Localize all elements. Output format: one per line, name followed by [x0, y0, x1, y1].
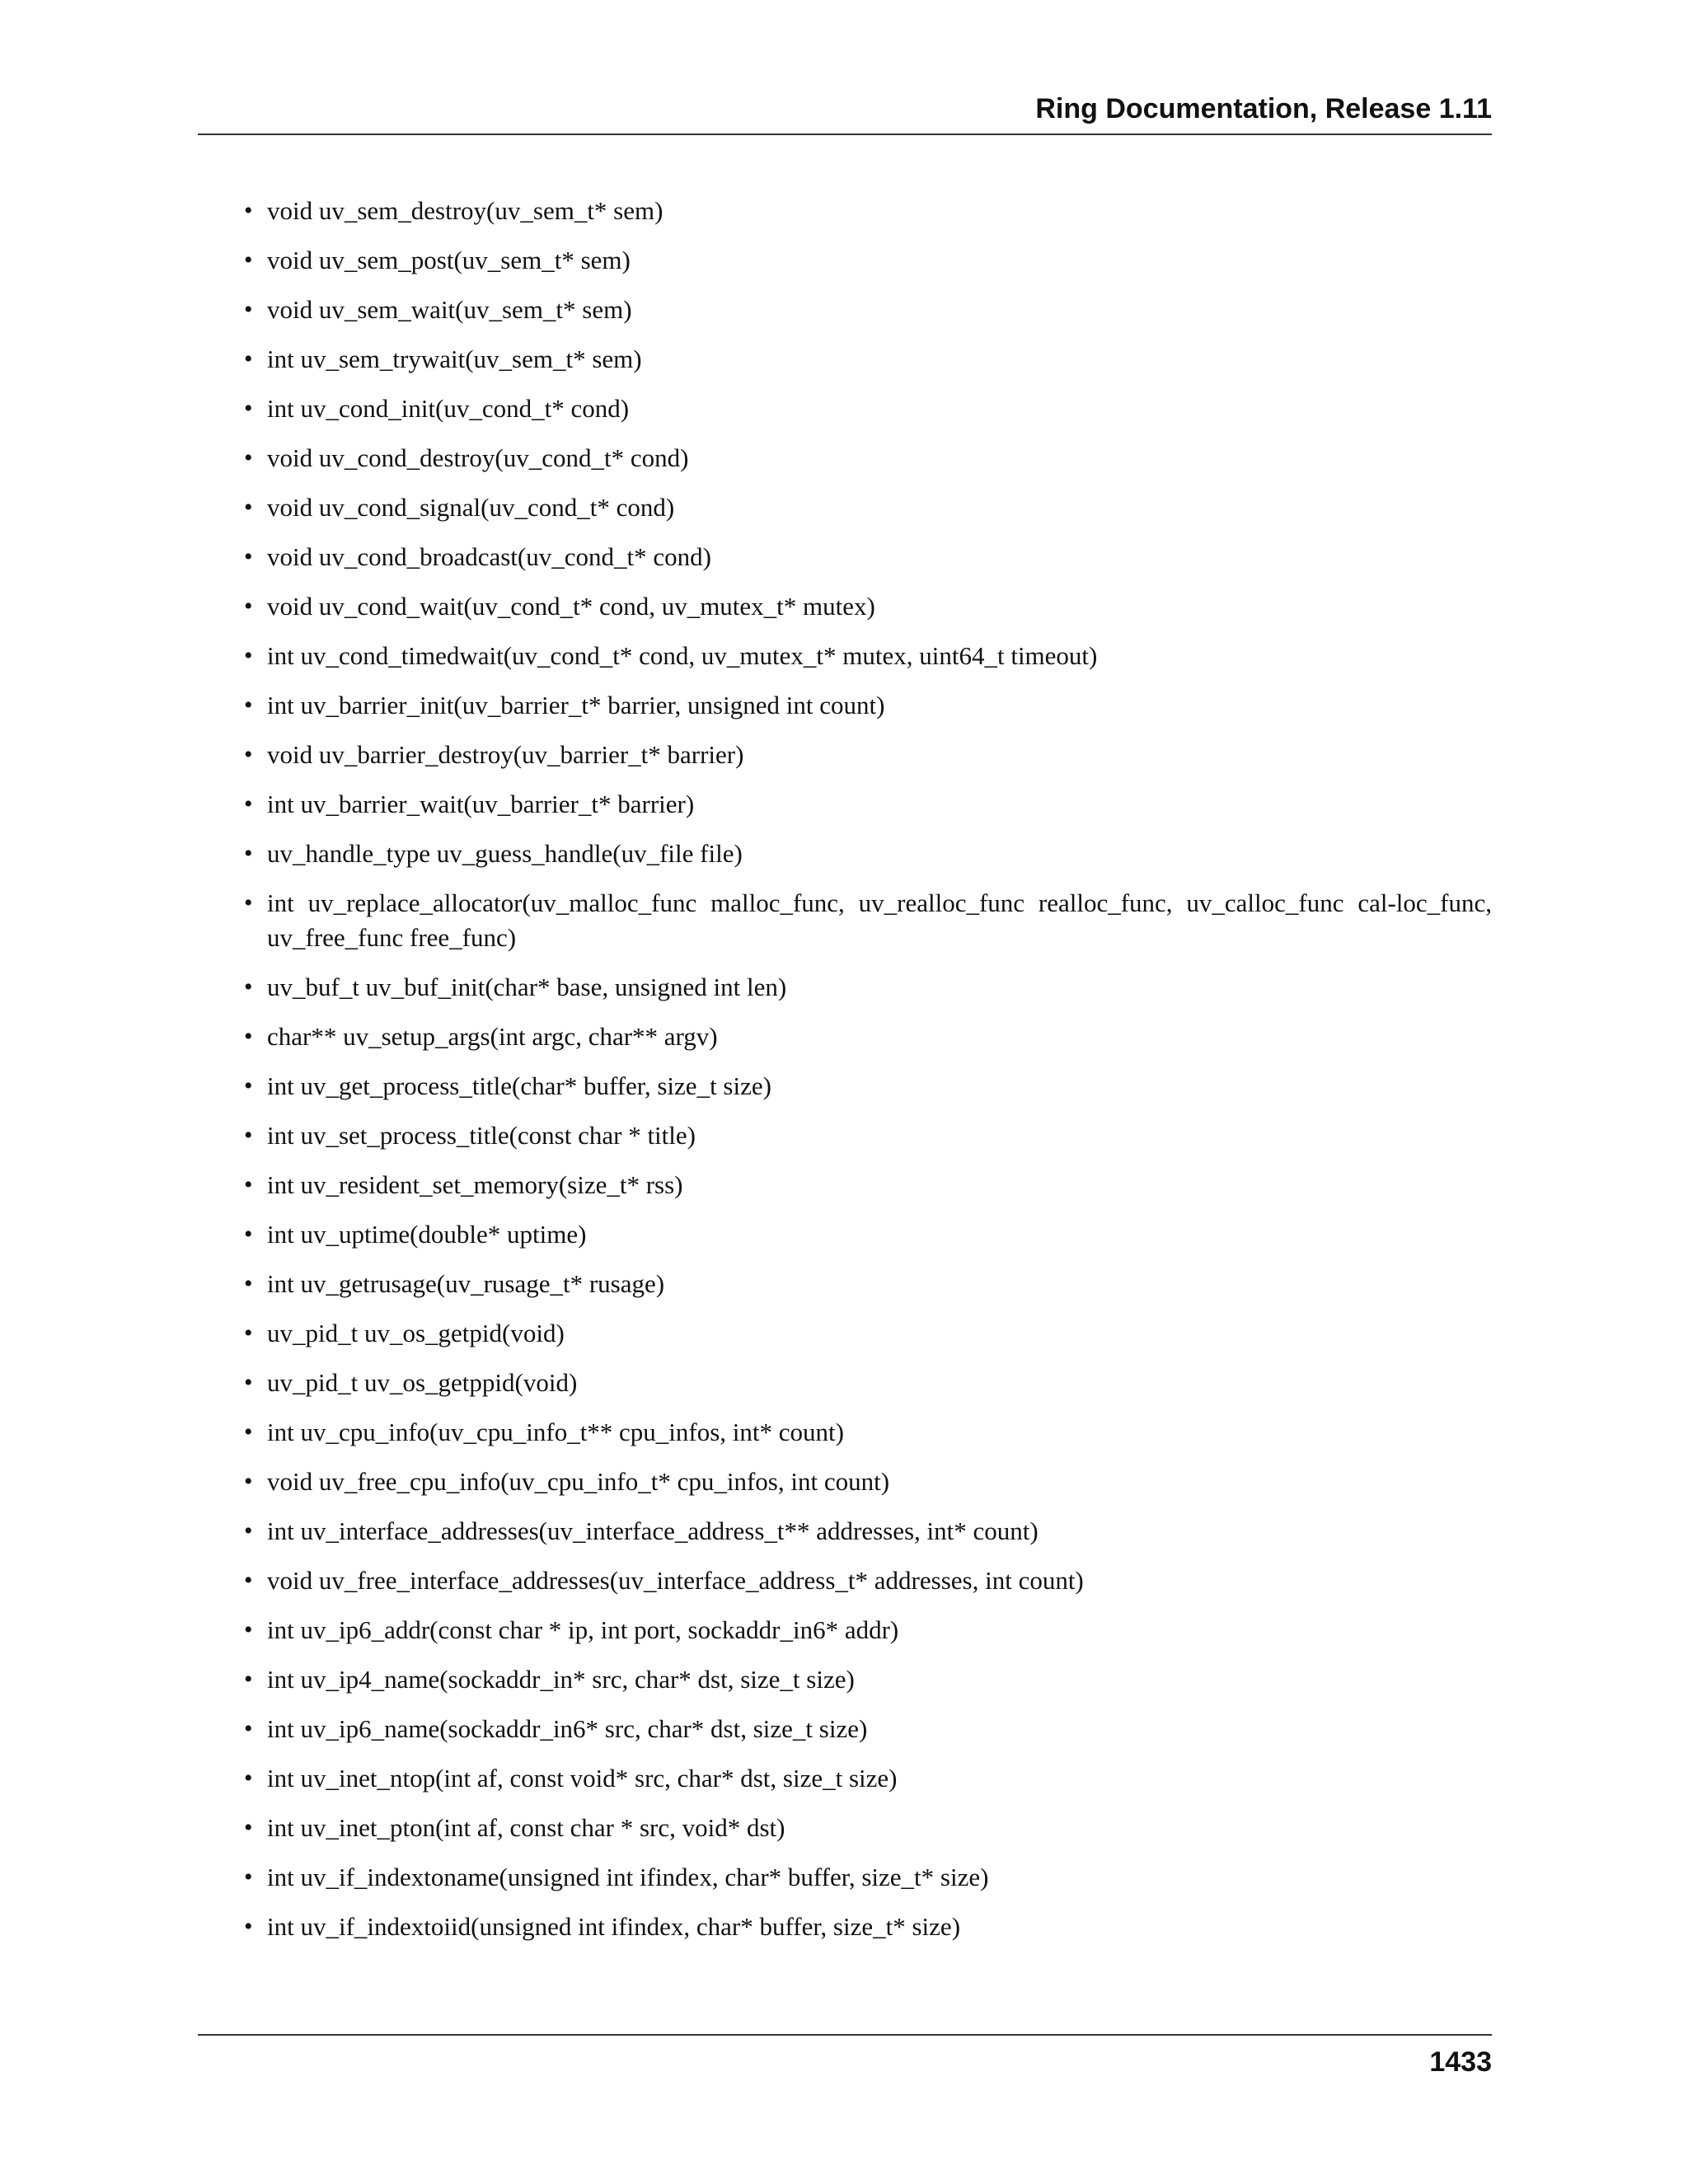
function-signature: int uv_interface_addresses(uv_interface_address_t** addresses, int* count) [267, 1516, 1039, 1545]
bullet-icon: • [244, 691, 253, 719]
bullet-icon: • [244, 593, 253, 620]
function-signature: void uv_sem_destroy(uv_sem_t* sem) [267, 196, 663, 225]
bullet-icon: • [244, 973, 253, 1001]
bullet-icon: • [244, 790, 253, 818]
document-title: Ring Documentation, Release 1.11 [1035, 93, 1492, 124]
function-signature: int uv_if_indextoiid(unsigned int ifindex, char* buffer, size_t* size) [267, 1912, 961, 1941]
bullet-icon: • [244, 1765, 253, 1792]
list-item [198, 787, 1492, 822]
function-signature: int uv_inet_ntop(int af, const void* src, char* dst, size_t size) [267, 1764, 898, 1793]
bullet-icon: • [244, 840, 253, 867]
bullet-icon: • [244, 889, 253, 916]
function-signature: void uv_cond_wait(uv_cond_t* cond, uv_mutex_t* mutex) [267, 592, 875, 621]
bullet-icon: • [244, 345, 253, 373]
bullet-icon: • [244, 1122, 253, 1149]
list-item [198, 1465, 1492, 1499]
function-signature: int uv_getrusage(uv_rusage_t* rusage) [267, 1269, 665, 1298]
bullet-icon: • [244, 1863, 253, 1891]
bullet-icon: • [244, 1468, 253, 1495]
list-item [198, 1069, 1492, 1104]
list-item [198, 540, 1492, 574]
bullet-icon: • [244, 1715, 253, 1742]
list-item [198, 886, 1492, 955]
function-signature: int uv_get_process_title(char* buffer, size_t size) [267, 1071, 771, 1100]
list-item [198, 194, 1492, 228]
bullet-icon: • [244, 1418, 253, 1446]
function-signature: int uv_cond_init(uv_cond_t* cond) [267, 394, 630, 423]
bullet-icon: • [244, 1666, 253, 1693]
bullet-icon: • [244, 1567, 253, 1594]
function-signature: void uv_sem_wait(uv_sem_t* sem) [267, 295, 632, 324]
function-signature: int uv_cond_timedwait(uv_cond_t* cond, uv_mutex_t* mutex, uint64_t timeout) [267, 641, 1098, 670]
function-signature: int uv_cpu_info(uv_cpu_info_t** cpu_infos, int* count) [267, 1418, 844, 1446]
bullet-icon: • [244, 1814, 253, 1841]
bullet-icon: • [244, 543, 253, 570]
list-item [198, 1217, 1492, 1252]
bullet-icon: • [244, 1072, 253, 1099]
function-signature: int uv_barrier_init(uv_barrier_t* barrier, unsigned int count) [267, 691, 885, 719]
list-item [198, 589, 1492, 624]
function-signature: int uv_uptime(double* uptime) [267, 1220, 587, 1249]
bullet-icon: • [244, 1616, 253, 1643]
list-item [198, 1366, 1492, 1400]
function-signature: int uv_if_indextoname(unsigned int ifindex, char* buffer, size_t* size) [267, 1863, 989, 1891]
bullet-icon: • [244, 246, 253, 274]
bullet-icon: • [244, 1517, 253, 1544]
list-item [198, 1910, 1492, 1944]
function-list [198, 194, 1492, 1944]
bullet-icon: • [244, 642, 253, 669]
page-number: 1433 [1429, 2046, 1492, 2078]
main-content [198, 194, 1492, 1959]
list-item [198, 391, 1492, 426]
bullet-icon: • [244, 1171, 253, 1198]
list-item [198, 1514, 1492, 1549]
bullet-icon: • [244, 395, 253, 422]
list-item [198, 738, 1492, 772]
bullet-icon: • [244, 494, 253, 521]
list-item [198, 342, 1492, 377]
list-item [198, 837, 1492, 871]
page-header [198, 92, 1492, 135]
function-signature: uv_pid_t uv_os_getppid(void) [267, 1368, 578, 1397]
function-signature: int uv_ip6_name(sockaddr_in6* src, char* dst, size_t size) [267, 1714, 868, 1743]
list-item [198, 1168, 1492, 1202]
list-item [198, 1761, 1492, 1796]
list-item [198, 490, 1492, 525]
function-signature: void uv_cond_broadcast(uv_cond_t* cond) [267, 542, 711, 571]
list-item [198, 1662, 1492, 1697]
function-signature: void uv_sem_post(uv_sem_t* sem) [267, 246, 631, 274]
function-signature: void uv_free_cpu_info(uv_cpu_info_t* cpu_infos, int count) [267, 1467, 890, 1496]
bullet-icon: • [244, 1221, 253, 1248]
list-item [198, 1019, 1492, 1054]
function-signature: int uv_barrier_wait(uv_barrier_t* barrier) [267, 790, 695, 818]
function-signature: uv_pid_t uv_os_getpid(void) [267, 1319, 565, 1347]
function-signature: int uv_ip6_addr(const char * ip, int port, sockaddr_in6* addr) [267, 1615, 899, 1644]
function-signature: void uv_barrier_destroy(uv_barrier_t* barrier) [267, 740, 744, 769]
bullet-icon: • [244, 1319, 253, 1347]
function-signature: int uv_inet_pton(int af, const char * src, void* dst) [267, 1813, 785, 1842]
bullet-icon: • [244, 741, 253, 768]
list-item [198, 1563, 1492, 1598]
function-signature: int uv_replace_allocator(uv_malloc_func malloc_func, uv_realloc_func realloc_func, uv_calloc_func cal-loc_func, uv_free_func free_func) [267, 888, 1492, 952]
function-signature: char** uv_setup_args(int argc, char** argv) [267, 1022, 718, 1051]
bullet-icon: • [244, 296, 253, 323]
list-item [198, 1712, 1492, 1746]
bullet-icon: • [244, 1023, 253, 1050]
list-item [198, 639, 1492, 673]
bullet-icon: • [244, 444, 253, 471]
function-signature: int uv_set_process_title(const char * title) [267, 1121, 696, 1150]
list-item [198, 1613, 1492, 1647]
function-signature: void uv_cond_signal(uv_cond_t* cond) [267, 493, 675, 522]
list-item [198, 1415, 1492, 1450]
function-signature: int uv_ip4_name(sockaddr_in* src, char* dst, size_t size) [267, 1665, 855, 1694]
list-item [198, 1267, 1492, 1301]
function-signature: int uv_resident_set_memory(size_t* rss) [267, 1170, 683, 1199]
list-item [198, 441, 1492, 476]
bullet-icon: • [244, 1369, 253, 1396]
list-item [198, 1316, 1492, 1351]
list-item [198, 1811, 1492, 1845]
function-signature: uv_handle_type uv_guess_handle(uv_file file) [267, 839, 743, 868]
list-item [198, 243, 1492, 278]
list-item [198, 293, 1492, 327]
list-item [198, 1860, 1492, 1895]
list-item [198, 1118, 1492, 1153]
bullet-icon: • [244, 197, 253, 224]
function-signature: int uv_sem_trywait(uv_sem_t* sem) [267, 344, 642, 373]
function-signature: uv_buf_t uv_buf_init(char* base, unsigned int len) [267, 972, 787, 1001]
function-signature: void uv_cond_destroy(uv_cond_t* cond) [267, 443, 689, 472]
bullet-icon: • [244, 1913, 253, 1940]
page-footer [198, 2034, 1492, 2078]
list-item [198, 688, 1492, 723]
list-item [198, 970, 1492, 1005]
function-signature: void uv_free_interface_addresses(uv_interface_address_t* addresses, int count) [267, 1566, 1084, 1595]
bullet-icon: • [244, 1270, 253, 1297]
